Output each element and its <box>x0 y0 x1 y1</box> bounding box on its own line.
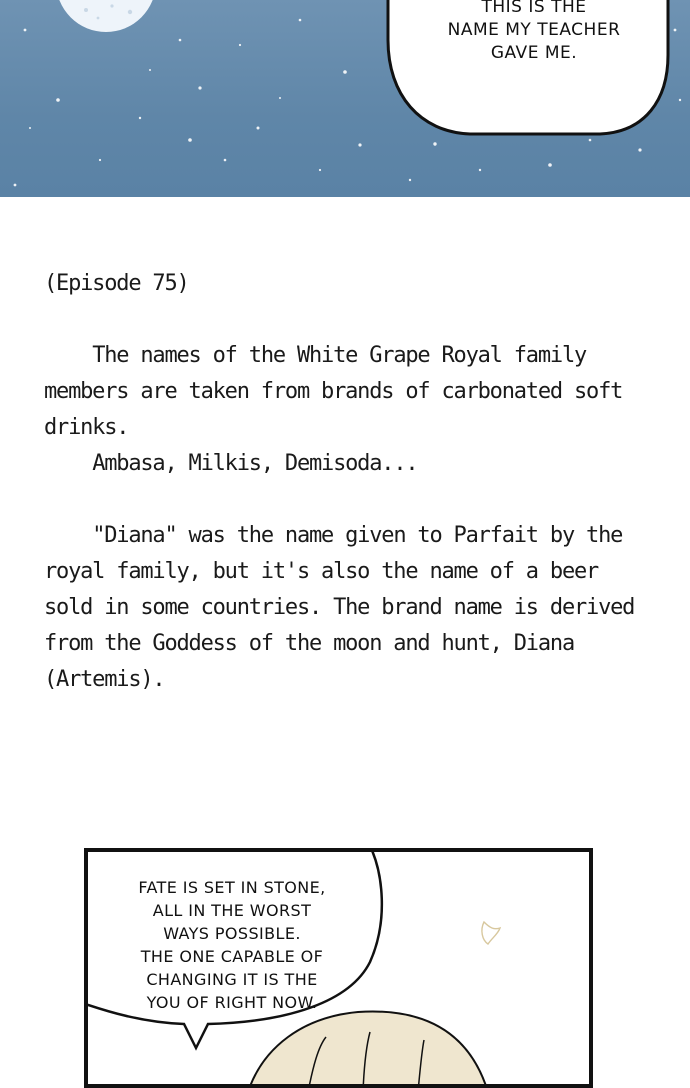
character-hair <box>248 1011 488 1088</box>
butterfly-icon <box>482 922 500 944</box>
speech-bubble-text: FATE IS SET IN STONE, ALL IN THE WORST WAYS POSSIBLE. THE ONE CAPABLE OF CHANGING IT IS THE YOU OF RIGHT NOW. <box>138 878 326 1012</box>
note-paragraph-1: The names of the White Grape Royal family members are taken from brands of carbonated soft drinks. <box>44 343 635 440</box>
author-note <box>44 266 654 698</box>
episode-label: (Episode 75) <box>44 271 189 296</box>
speech-bubble-text: THIS IS THE NAME MY TEACHER GAVE ME. <box>447 0 621 63</box>
note-paragraph-3: "Diana" was the name given to Parfait by the royal family, but it's also the name of a beer sold in some countries. The brand name is derived from the Goddess of the moon and hunt, Diana (Artemis). <box>44 523 647 692</box>
note-paragraph-2: Ambasa, Milkis, Demisoda... <box>44 451 418 476</box>
moon-icon <box>56 0 156 32</box>
night-sky-panel <box>0 0 690 197</box>
